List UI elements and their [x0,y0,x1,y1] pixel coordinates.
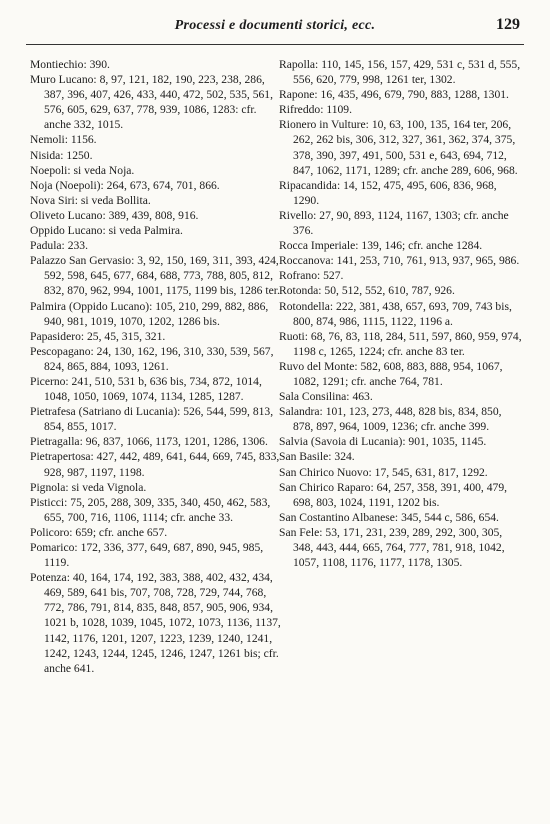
index-references: (Satriano di Lucania): 526, 544, 599, 813, 854, 855, 1017. [44,405,274,434]
index-references: 40, 164, 174, 192, 383, 388, 402, 432, 434, 469, 589, 641 bis, 707, 708, 728, 729, 744, 768, 772, 786, 791, 814, 835, 848, 857, 905, 906, 934, 1021 b, 1028, 1039, 1045, 1072, 1073, 1136, 1137, 1142, 1176, 1201, 1207, 1223, 1239, 1240, 1241, 1242, 1243, 1244, 1245, 1246, 1247, 1261 bis; cfr. anche 641. [44,571,281,675]
index-entry [279,87,524,102]
index-references: si veda Palmira. [108,224,183,238]
index-references: 14, 152, 475, 495, 606, 836, 968, 1290. [293,178,497,207]
index-entry [30,344,284,374]
index-entry [30,449,284,479]
index-entry [30,495,284,525]
index-term: Rocca Imperiale: [279,239,359,253]
index-term: Rionero in Vulture: [279,118,369,132]
index-entry [30,480,284,495]
index-entry [279,359,524,389]
index-term: Oppido Lucano: [30,224,106,238]
index-entry [30,374,284,404]
index-references: 27, 90, 893, 1124, 1167, 1303; cfr. anche 376. [293,208,509,238]
index-term: Ruoti: [279,329,308,343]
index-entry [279,404,524,434]
index-term: Papasidero: [30,329,85,343]
index-entry [30,253,284,298]
index-entry [30,163,284,178]
header-rule [26,44,524,45]
index-references: 345, 544 c, 586, 654. [401,510,499,524]
index-entry [279,268,524,283]
index-term: Rapone: [279,88,318,102]
index-term: Policoro: [30,525,73,539]
index-term: San Fele: [279,525,323,539]
index-entry [30,404,284,434]
index-references: 24, 130, 162, 196, 310, 330, 539, 567, 824, 865, 884, 1093, 1261. [44,344,274,373]
index-entry [279,480,524,510]
index-term: Nova Siri: [30,193,78,207]
index-entry [279,329,524,359]
index-entry [30,525,284,540]
index-entry [30,148,284,163]
index-term: Pietrapertosa: [30,450,94,464]
index-entry [30,238,284,253]
index-references: 53, 171, 231, 239, 289, 292, 300, 305, 348, 443, 444, 665, 764, 777, 781, 918, 1042, 1057, 1108, 1176, 1177, 1178, 1305. [293,525,505,570]
index-entry [30,540,284,570]
index-references: 324. [334,450,355,464]
index-entry [279,434,524,449]
index-term: Pescopagano: [30,344,94,358]
index-references: 75, 205, 288, 309, 335, 340, 450, 462, 583, 655, 700, 716, 1106, 1114; cfr. anche 33. [44,495,271,524]
index-references: (Noepoli): 264, 673, 674, 701, 866. [55,178,220,192]
index-entry [279,389,524,404]
index-references: 141, 253, 710, 761, 913, 937, 965, 986. [336,254,520,268]
index-references: 110, 145, 156, 157, 429, 531 c, 531 d, 555, 556, 620, 779, 998, 1261 ter, 1302. [293,58,521,87]
index-term: Rapolla: [279,58,319,71]
index-entry [30,178,284,193]
running-title: Processi e documenti storici, ecc. [174,18,376,33]
index-references: 1250. [66,148,93,162]
index-term: Salandra: [279,405,323,419]
index-entry [30,72,284,132]
index-references: 582, 608, 883, 888, 954, 1067, 1082, 1291; cfr. anche 764, 781. [293,359,503,388]
index-term: Salvia [279,435,308,449]
index-entry [279,253,524,268]
index-references: 68, 76, 83, 118, 284, 511, 597, 860, 959, 974, 1198 c, 1265, 1224; cfr. anche 83 ter. [293,329,522,358]
index-entry [30,434,284,449]
index-term: Ripacandida: [279,178,341,192]
index-entry [30,132,284,147]
index-term: Pietrafesa [30,405,76,419]
index-term: Pisticci: [30,495,68,509]
index-entry [30,57,284,72]
index-term: Montiechio: [30,58,87,71]
index-term: Pignola: [30,480,69,494]
index-references: si veda Noja. [73,163,135,177]
index-references: 241, 510, 531 b, 636 bis, 734, 872, 1014, 1048, 1050, 1069, 1074, 1134, 1285, 1287. [44,374,262,404]
index-references: 389, 439, 808, 916. [108,208,199,222]
index-term: Sala Consilina: [279,390,350,404]
index-term: Nisida: [30,148,64,162]
index-references: 8, 97, 121, 182, 190, 223, 238, 286, 387, 396, 407, 426, 433, 440, 472, 502, 535, 561, 576, 605, 629, 637, 778, 939, 1086, 1283: cfr. anche 332, 1015. [44,73,273,132]
index-term: Nemoli: [30,133,68,147]
index-term: Rivello: [279,208,317,222]
index-references: 50, 512, 552, 610, 787, 926. [324,284,455,298]
index-term: San Chirico Nuovo: [279,465,372,479]
index-term: Padula: [30,239,65,253]
index-references: 10, 63, 100, 135, 164 ter, 206, 262, 262 bis, 306, 312, 327, 361, 362, 374, 375, 378, 390, 397, 491, 500, 531 e, 643, 694, 712, 847, 1062, 1171, 1289; cfr. anche 289, 606, 968. [293,118,518,177]
index-entry [30,570,284,676]
index-term: Pomarico: [30,541,78,554]
index-references: 64, 257, 358, 391, 400, 479, 698, 803, 1024, 1191, 1202 bis. [293,480,508,509]
index-term: Palazzo San Gervasio: [30,254,135,268]
index-references: (Savoia di Lucania): 901, 1035, 1145. [310,435,487,449]
index-entry [279,525,524,570]
index-references: si veda Bollita. [80,193,151,207]
index-references: 139, 146; cfr. anche 1284. [361,239,483,253]
index-column-right [279,57,524,570]
index-references: 3, 92, 150, 169, 311, 393, 424, 592, 598, 645, 677, 684, 688, 773, 788, 805, 812, 832, 870, 962, 994, 1001, 1175, 1199 bis, 1286 ter. [44,254,280,298]
index-column-left [30,57,284,676]
page-number: 129 [496,16,520,33]
index-entry [279,57,524,87]
index-entry [279,102,524,117]
index-term: Pietragalla: [30,435,83,449]
index-entry [279,238,524,253]
index-references: 172, 336, 377, 649, 687, 890, 945, 985, 1119. [44,541,264,570]
index-references: 17, 545, 631, 817, 1292. [374,465,488,479]
index-references: 527. [323,269,344,283]
index-references: 25, 45, 315, 321. [87,329,166,343]
page-header [30,14,520,38]
index-term: San Chirico Raparo: [279,480,374,494]
index-term: Rofrano: [279,269,321,283]
index-entry [30,193,284,208]
index-entry [279,178,524,208]
index-entry [30,329,284,344]
index-entry [279,465,524,480]
index-term: Oliveto Lucano: [30,208,106,222]
index-references: (Oppido Lucano): 105, 210, 299, 882, 886, 940, 981, 1019, 1070, 1202, 1286 bis. [44,299,269,328]
index-references: si veda Vignola. [71,480,147,494]
index-references: 233. [67,239,88,253]
index-entry [279,299,524,329]
index-entry [30,208,284,223]
index-term: Roccanova: [279,254,334,268]
index-references: 1156. [70,133,97,147]
index-term: Palmira [30,299,67,313]
index-references: 659; cfr. anche 657. [75,525,168,539]
index-term: Muro Lucano: [30,73,97,87]
index-term: Ruvo del Monte: [279,359,358,373]
index-term: Noepoli: [30,163,71,177]
index-references: 222, 381, 438, 657, 693, 709, 743 bis, 800, 874, 986, 1115, 1122, 1196 a. [293,299,512,328]
index-term: Rifreddo: [279,103,324,117]
index-term: Rotonda: [279,284,322,298]
index-references: 427, 442, 489, 641, 644, 669, 745, 833, 928, 987, 1197, 1198. [44,450,280,479]
index-term: Rotondella: [279,299,334,313]
index-entry [279,449,524,464]
index-term: Picerno: [30,374,69,388]
index-references: 96, 837, 1066, 1173, 1201, 1286, 1306. [85,435,268,449]
index-references: 101, 123, 273, 448, 828 bis, 834, 850, 878, 897, 964, 1009, 1236; cfr. anche 399. [293,405,502,434]
index-term: Potenza: [30,571,70,585]
index-references: 463. [352,390,373,404]
index-entry [30,299,284,329]
index-term: San Costantino Albanese: [279,510,399,524]
index-references: 1109. [326,103,352,117]
index-term: San Basile: [279,450,332,464]
index-references: 16, 435, 496, 679, 790, 883, 1288, 1301. [320,88,509,102]
index-entry [30,223,284,238]
index-entry [279,510,524,525]
index-references: 390. [89,58,110,71]
index-term: Noja [30,178,53,192]
index-entry [279,117,524,177]
index-entry [279,283,524,298]
index-entry [279,208,524,238]
